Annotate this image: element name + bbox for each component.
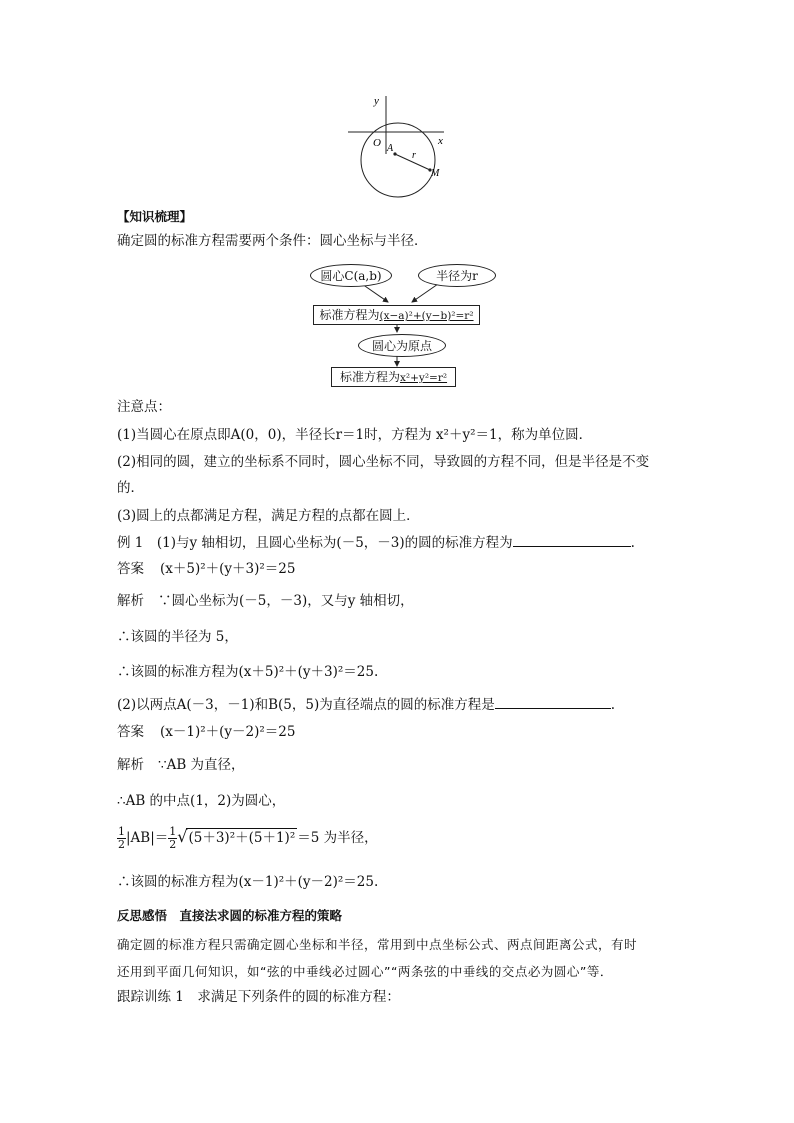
example1-part1-analysis: [117, 592, 414, 610]
example1-part2-answer: [117, 723, 296, 741]
fraction-half: $\frac{1}{2}$: [118, 825, 125, 851]
example1-part2-question: (2)以两点A(－3，－1)和B(5，5)为直径端点的圆的标准方程是 .: [117, 697, 616, 713]
standard-eq-box: [313, 305, 480, 325]
circle: [361, 123, 435, 197]
example1-part1-answer: [117, 560, 296, 578]
point-m-label: M: [431, 168, 440, 179]
analysis-line-1: ∵圆心坐标为(－5，－3)，又与y 轴相切，: [158, 593, 414, 609]
fraction-half-2: $\frac{1}{2}$: [169, 825, 177, 851]
answer-text: (x－1)²＋(y－2)²＝25: [160, 724, 296, 740]
analysis-line-3: ∴该圆的标准方程为(x＋5)²＋(y＋3)²＝25.: [117, 664, 379, 680]
reflection-line-2: 还用到平面几何知识，如“弦的中垂线必过圆心”“两条弦的中垂线的交点必为圆心”等．: [117, 964, 613, 979]
analysis-line-2: ∴该圆的半径为 5，: [117, 629, 238, 645]
note-1: (1)当圆心在原点即A(0，0)，半径长r＝1时，方程为 x²＋y²＝1，称为单位圆．: [117, 427, 593, 443]
answer-label: 答案: [117, 561, 144, 577]
note-3: (3)圆上的点都满足方程，满足方程的点都在圆上．: [117, 508, 420, 524]
sqrt-content: (5＋3)²＋(5＋1)²: [188, 830, 296, 846]
y-axis-label: y: [374, 95, 379, 107]
analysis-line-1: ∵AB 为直径，: [158, 757, 245, 773]
origin-eq-box: [331, 367, 456, 387]
formula-tail: ＝5 为半径，: [297, 830, 378, 846]
note-2: (2)相同的圆，建立的坐标系不同时，圆心坐标不同，导致圆的方程不同，但是半径是不变: [117, 454, 650, 470]
notes-title: 注意点：: [117, 399, 171, 415]
center-ellipse: [310, 264, 392, 287]
radius-ellipse: [418, 264, 496, 287]
reflection-title: 反思感悟 直接法求圆的标准方程的策略: [117, 908, 343, 923]
radius-box-text: 半径为r: [436, 269, 478, 283]
question-text: 例 1 (1)与y 轴相切，且圆心坐标为(－5，－3)的圆的标准方程为: [117, 535, 513, 551]
circle-figure: [340, 92, 460, 204]
center-box-text: 圆心C(a,b): [320, 269, 382, 283]
analysis-line-2: ∴AB 的中点(1，2)为圆心，: [117, 793, 286, 809]
answer-blank: [513, 534, 631, 547]
standard-eq: (x−a)²+(y−b)²=r²: [379, 310, 474, 322]
center-label: A: [387, 143, 394, 154]
analysis-label: 解析: [117, 757, 144, 773]
answer-blank: [495, 696, 611, 709]
reflection-line-1: 确定圆的标准方程只需确定圆心坐标和半径，常用到中点坐标公式、两点间距离公式，有时: [117, 937, 638, 952]
origin-box-text: 圆心为原点: [371, 339, 432, 353]
origin-eq: x²+y²=r²: [399, 372, 448, 384]
example1-part1-question: 例 1 (1)与y 轴相切，且圆心坐标为(－5，－3)的圆的标准方程为 .: [117, 535, 635, 551]
analysis-line-4: ∴该圆的标准方程为(x－1)²＋(y－2)²＝25.: [117, 874, 379, 890]
arrow-center-to-eq: [362, 284, 388, 302]
abs-ab: |AB|＝: [126, 830, 169, 846]
analysis-label: 解析: [117, 593, 144, 609]
note-2-cont: 的．: [117, 480, 144, 496]
example1-part2-analysis: [117, 756, 245, 774]
origin-eq-label: 标准方程为: [339, 370, 400, 384]
x-axis-label: x: [438, 135, 443, 147]
answer-label: 答案: [117, 724, 144, 740]
question-text: (2)以两点A(－3，－1)和B(5，5)为直径端点的圆的标准方程是: [117, 697, 495, 713]
analysis-line-formula: [117, 826, 378, 851]
origin-ellipse: [358, 334, 446, 357]
sqrt-sign: √: [177, 827, 188, 846]
intro-text: 确定圆的标准方程需要两个条件：圆心坐标与半径．: [117, 233, 428, 249]
radius-label: r: [412, 150, 416, 161]
answer-text: (x＋5)²＋(y＋3)²＝25: [160, 561, 296, 577]
section-header: 【知识梳理】: [117, 209, 193, 224]
origin-label: O: [373, 137, 381, 149]
arrow-radius-to-eq: [412, 284, 438, 302]
practice-title: 跟踪训练 1 求满足下列条件的圆的标准方程：: [117, 989, 400, 1005]
standard-eq-label: 标准方程为: [319, 308, 380, 322]
